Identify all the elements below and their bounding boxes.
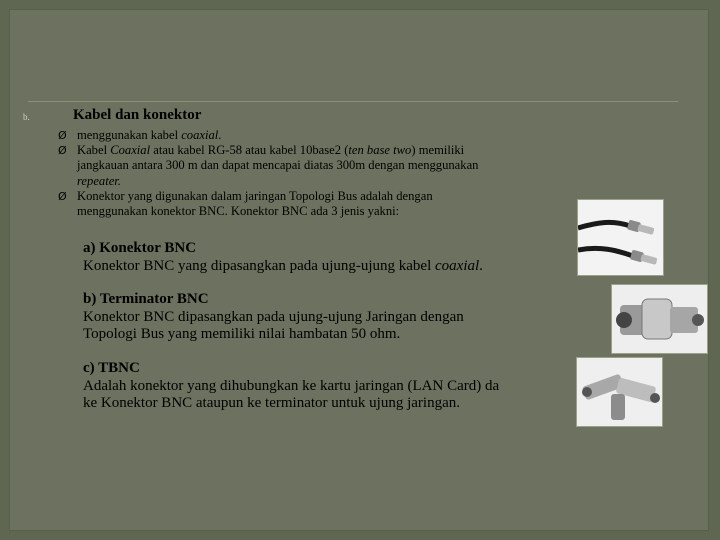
list-item	[58, 128, 658, 143]
bullet-list	[58, 128, 658, 219]
bnc-terminator-image	[611, 284, 708, 354]
list-item	[58, 143, 658, 189]
arrow-bullet-icon: Ø	[58, 129, 67, 142]
section-c-line: Adalah konektor yang dihubungkan ke kartu jaringan (LAN Card) da	[83, 378, 500, 394]
section-a-body	[83, 258, 483, 275]
section-a-italic: coaxial	[435, 258, 480, 274]
list-text-italic: Coaxial	[110, 143, 151, 158]
section-heading: Kabel dan konektor	[73, 107, 202, 123]
divider-line	[28, 101, 678, 102]
section-a-text: Konektor BNC yang dipasangkan pada ujung-ujung kabel	[83, 258, 436, 274]
tbnc-connector-image	[576, 357, 663, 427]
section-letter: b.	[23, 112, 30, 122]
list-text: Kabel	[77, 143, 111, 158]
section-b-line: Topologi Bus yang memiliki nilai hambatan 50 ohm.	[83, 326, 401, 342]
section-c-line: ke Konektor BNC ataupun ke terminator untuk ujung jaringan.	[83, 395, 460, 411]
list-text-italic: repeater.	[77, 173, 121, 188]
list-text: ) memiliki	[411, 143, 465, 158]
section-b-body	[83, 309, 464, 343]
list-text-continued: menggunakan konektor BNC. Konektor BNC ada 3 jenis yakni:	[77, 204, 400, 219]
list-text: atau kabel RG-58 atau kabel 10base2 (	[150, 143, 349, 158]
section-c-title: c) TBNC	[83, 360, 140, 376]
section-c-body	[83, 378, 499, 412]
coaxial-cable-image	[577, 199, 664, 276]
list-text: Konektor yang digunakan dalam jaringan Topologi Bus adalah dengan	[77, 188, 433, 203]
list-text-italic: coaxial	[181, 128, 219, 142]
section-b-title: b) Terminator BNC	[83, 291, 209, 307]
list-text: .	[218, 128, 222, 142]
section-b-line: Konektor BNC dipasangkan pada ujung-ujung Jaringan dengan	[83, 309, 464, 325]
list-text-continued: jangkauan antara 300 m dan dapat mencapai diatas 300m dengan menggunakan	[77, 158, 479, 173]
list-text: menggunakan kabel	[77, 128, 182, 142]
list-item	[58, 189, 658, 219]
arrow-bullet-icon: Ø	[58, 144, 67, 158]
arrow-bullet-icon: Ø	[58, 189, 67, 203]
section-a-title: a) Konektor BNC	[83, 240, 197, 256]
section-a-end: .	[479, 258, 483, 274]
list-text-italic: ten base two	[348, 143, 412, 158]
